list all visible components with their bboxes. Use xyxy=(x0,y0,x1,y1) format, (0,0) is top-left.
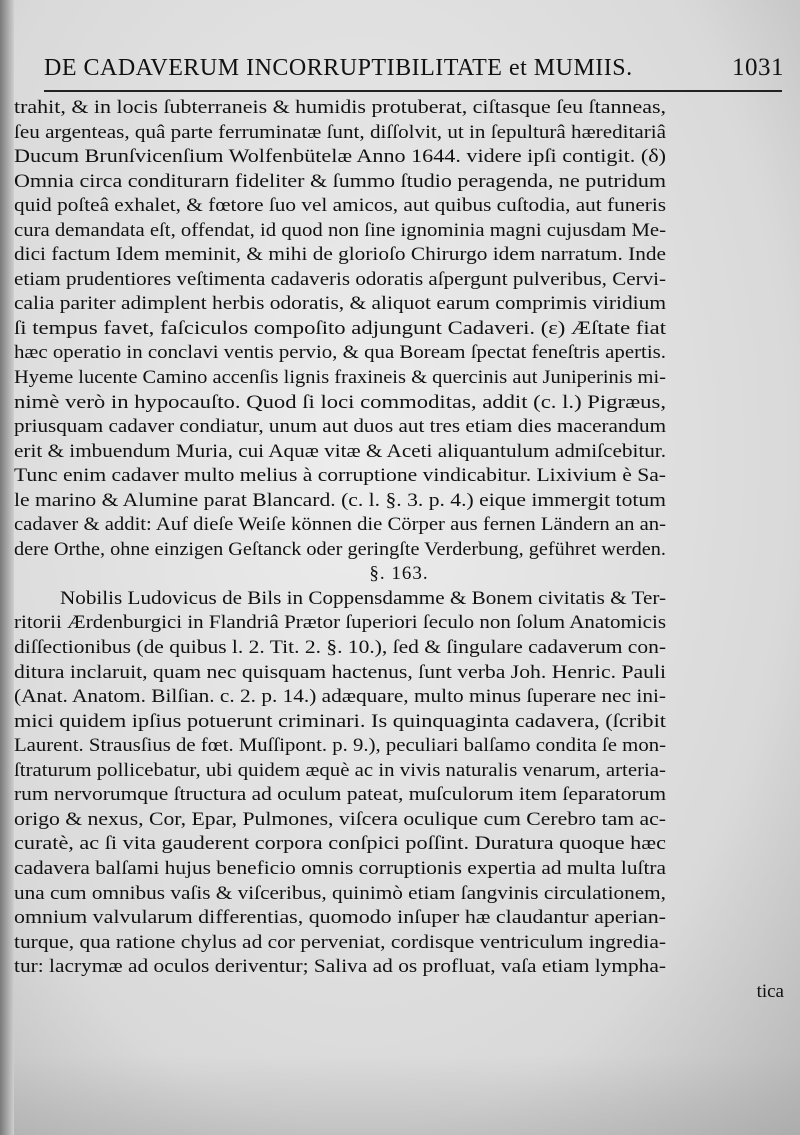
text-line: curatè, ac ſi vita gauderent corpora conſpici poſſint. Duratura quoque hæc xyxy=(14,833,666,855)
text-line: ſeu argenteas, quâ parte ferruminatæ ſunt, diſſolvit, ut in ſepulturâ hæreditariâ xyxy=(14,121,666,143)
text-line: Omnia circa conditurarn fideliter & ſummo ſtudio peragenda, ne putridum xyxy=(14,170,666,192)
page-body xyxy=(14,96,784,1004)
text-line: Laurent. Strausſius de fœt. Muſſipont. p. 9.), peculiari balſamo condita ſe mon- xyxy=(14,735,666,757)
text-line: tur: lacrymæ ad oculos deriventur; Saliva ad os profluat, vaſa etiam lympha- xyxy=(14,956,666,978)
page-bottom-shading xyxy=(14,1055,800,1135)
text-line: una cum omnibus vaſis & viſceribus, quinimò etiam ſangvinis circulationem, xyxy=(14,882,666,904)
book-gutter-shadow xyxy=(0,0,14,1135)
text-line: Tunc enim cadaver multo melius à corruptione vindicabitur. Lixivium è Sa- xyxy=(14,465,666,487)
text-line: ritorii Ærdenburgici in Flandriâ Prætor ſuperiori ſeculo non ſolum Anatomicis xyxy=(14,612,666,634)
text-line: Ducum Brunſvicenſium Wolfenbütelæ Anno 1644. videre ipſi contigit. (δ) xyxy=(14,146,666,168)
text-line: turque, qua ratione chylus ad cor perveniat, cordisque ventriculum ingredia- xyxy=(14,931,666,953)
text-line: nimè verò in hypocauſto. Quod ſi loci commoditas, addit (c. l.) Pigræus, xyxy=(14,391,666,413)
text-line: priusquam cadaver condiatur, unum aut duos aut tres etiam dies macerandum xyxy=(14,416,666,438)
text-line: trahit, & in locis ſubterraneis & humidis protuberat, ciſtasque ſeu ſtanneas, xyxy=(14,97,666,118)
text-line: dici factum Idem meminit, & mihi de glorioſo Chirurgo idem narratum. Inde xyxy=(14,244,666,266)
text-line: (Anat. Anatom. Bilſian. c. 2. p. 14.) adæquare, multo minus ſuperare nec ini- xyxy=(14,686,666,708)
running-header xyxy=(44,54,784,82)
text-line: quid poſteâ exhalet, & fœtore ſuo vel amicos, aut quibus cuſtodia, aut funeris xyxy=(14,195,666,217)
text-line: ſi tempus favet, faſciculos compoſito adjungunt Cadaveri. (ε) Æſtate fiat xyxy=(14,317,666,339)
page-number: 1031 xyxy=(732,54,784,81)
text-line: erit & imbuendum Muria, cui Aquæ vitæ & Aceti aliquantulum admiſcebitur. xyxy=(14,440,666,462)
text-line: le marino & Alumine parat Blancard. (c. l. §. 3. p. 4.) eique immergit totum xyxy=(14,489,666,511)
text-line: dere Orthe, ohne einzigen Geſtanck oder geringſte Verderbung, geführet werden. xyxy=(14,538,666,560)
catchword: tica xyxy=(756,980,784,1002)
section-heading: §. 163. xyxy=(369,563,429,585)
text-line: mici quidem ipſius potuerunt criminari. Is quinquaginta cadavera, (ſcribit xyxy=(14,710,666,732)
text-line: cadavera balſami hujus beneficio omnis corruptionis expertia ad multa luſtra xyxy=(14,857,667,879)
text-line: ſtraturum pollicebatur, ubi quidem æquè ac in vivis naturalis venarum, arteria- xyxy=(14,759,667,781)
text-line: origo & nexus, Cor, Epar, Pulmones, viſcera oculique cum Cerebro tam ac- xyxy=(14,808,666,830)
text-line: rum nervorumque ſtructura ad oculum pateat, muſculorum item ſeparatorum xyxy=(14,784,666,806)
text-line: etiam prudentiores veſtimenta cadaveris odoratis aſpergunt pulveribus, Cervi- xyxy=(14,268,666,290)
header-rule xyxy=(44,90,782,92)
text-line: calia pariter adimplent herbis odoratis, & aliquot earum comprimis viridium xyxy=(14,293,666,315)
text-line: cadaver & addit: Auf dieſe Weiſe können die Cörper aus fernen Ländern an an- xyxy=(14,514,666,536)
running-title: DE CADAVERUM INCORRUPTIBILITATE et MUMIIS. xyxy=(44,55,633,81)
text-line: hæc operatio in conclavi ventis pervio, & qua Boream ſpectat feneſtris apertis. xyxy=(14,342,666,364)
text-line: Hyeme lucente Camino accenſis lignis fraxineis & quercinis aut Juniperinis mi- xyxy=(14,367,666,389)
text-line: cura demandata eſt, offendat, id quod non ſine ignominia magni cujusdam Me- xyxy=(14,219,666,241)
text-line: ditura inclaruit, quam nec quisquam hactenus, ſunt verba Joh. Henric. Pauli xyxy=(14,661,666,683)
text-line: diſſectionibus (de quibus l. 2. Tit. 2. §. 10.), ſed & ſingulare cadaverum con- xyxy=(14,637,666,659)
text-line: omnium valvularum differentias, quomodo inſuper hæ claudantur aperian- xyxy=(14,907,666,929)
text-line: Nobilis Ludovicus de Bils in Coppensdamme & Bonem civitatis & Ter- xyxy=(60,587,666,609)
